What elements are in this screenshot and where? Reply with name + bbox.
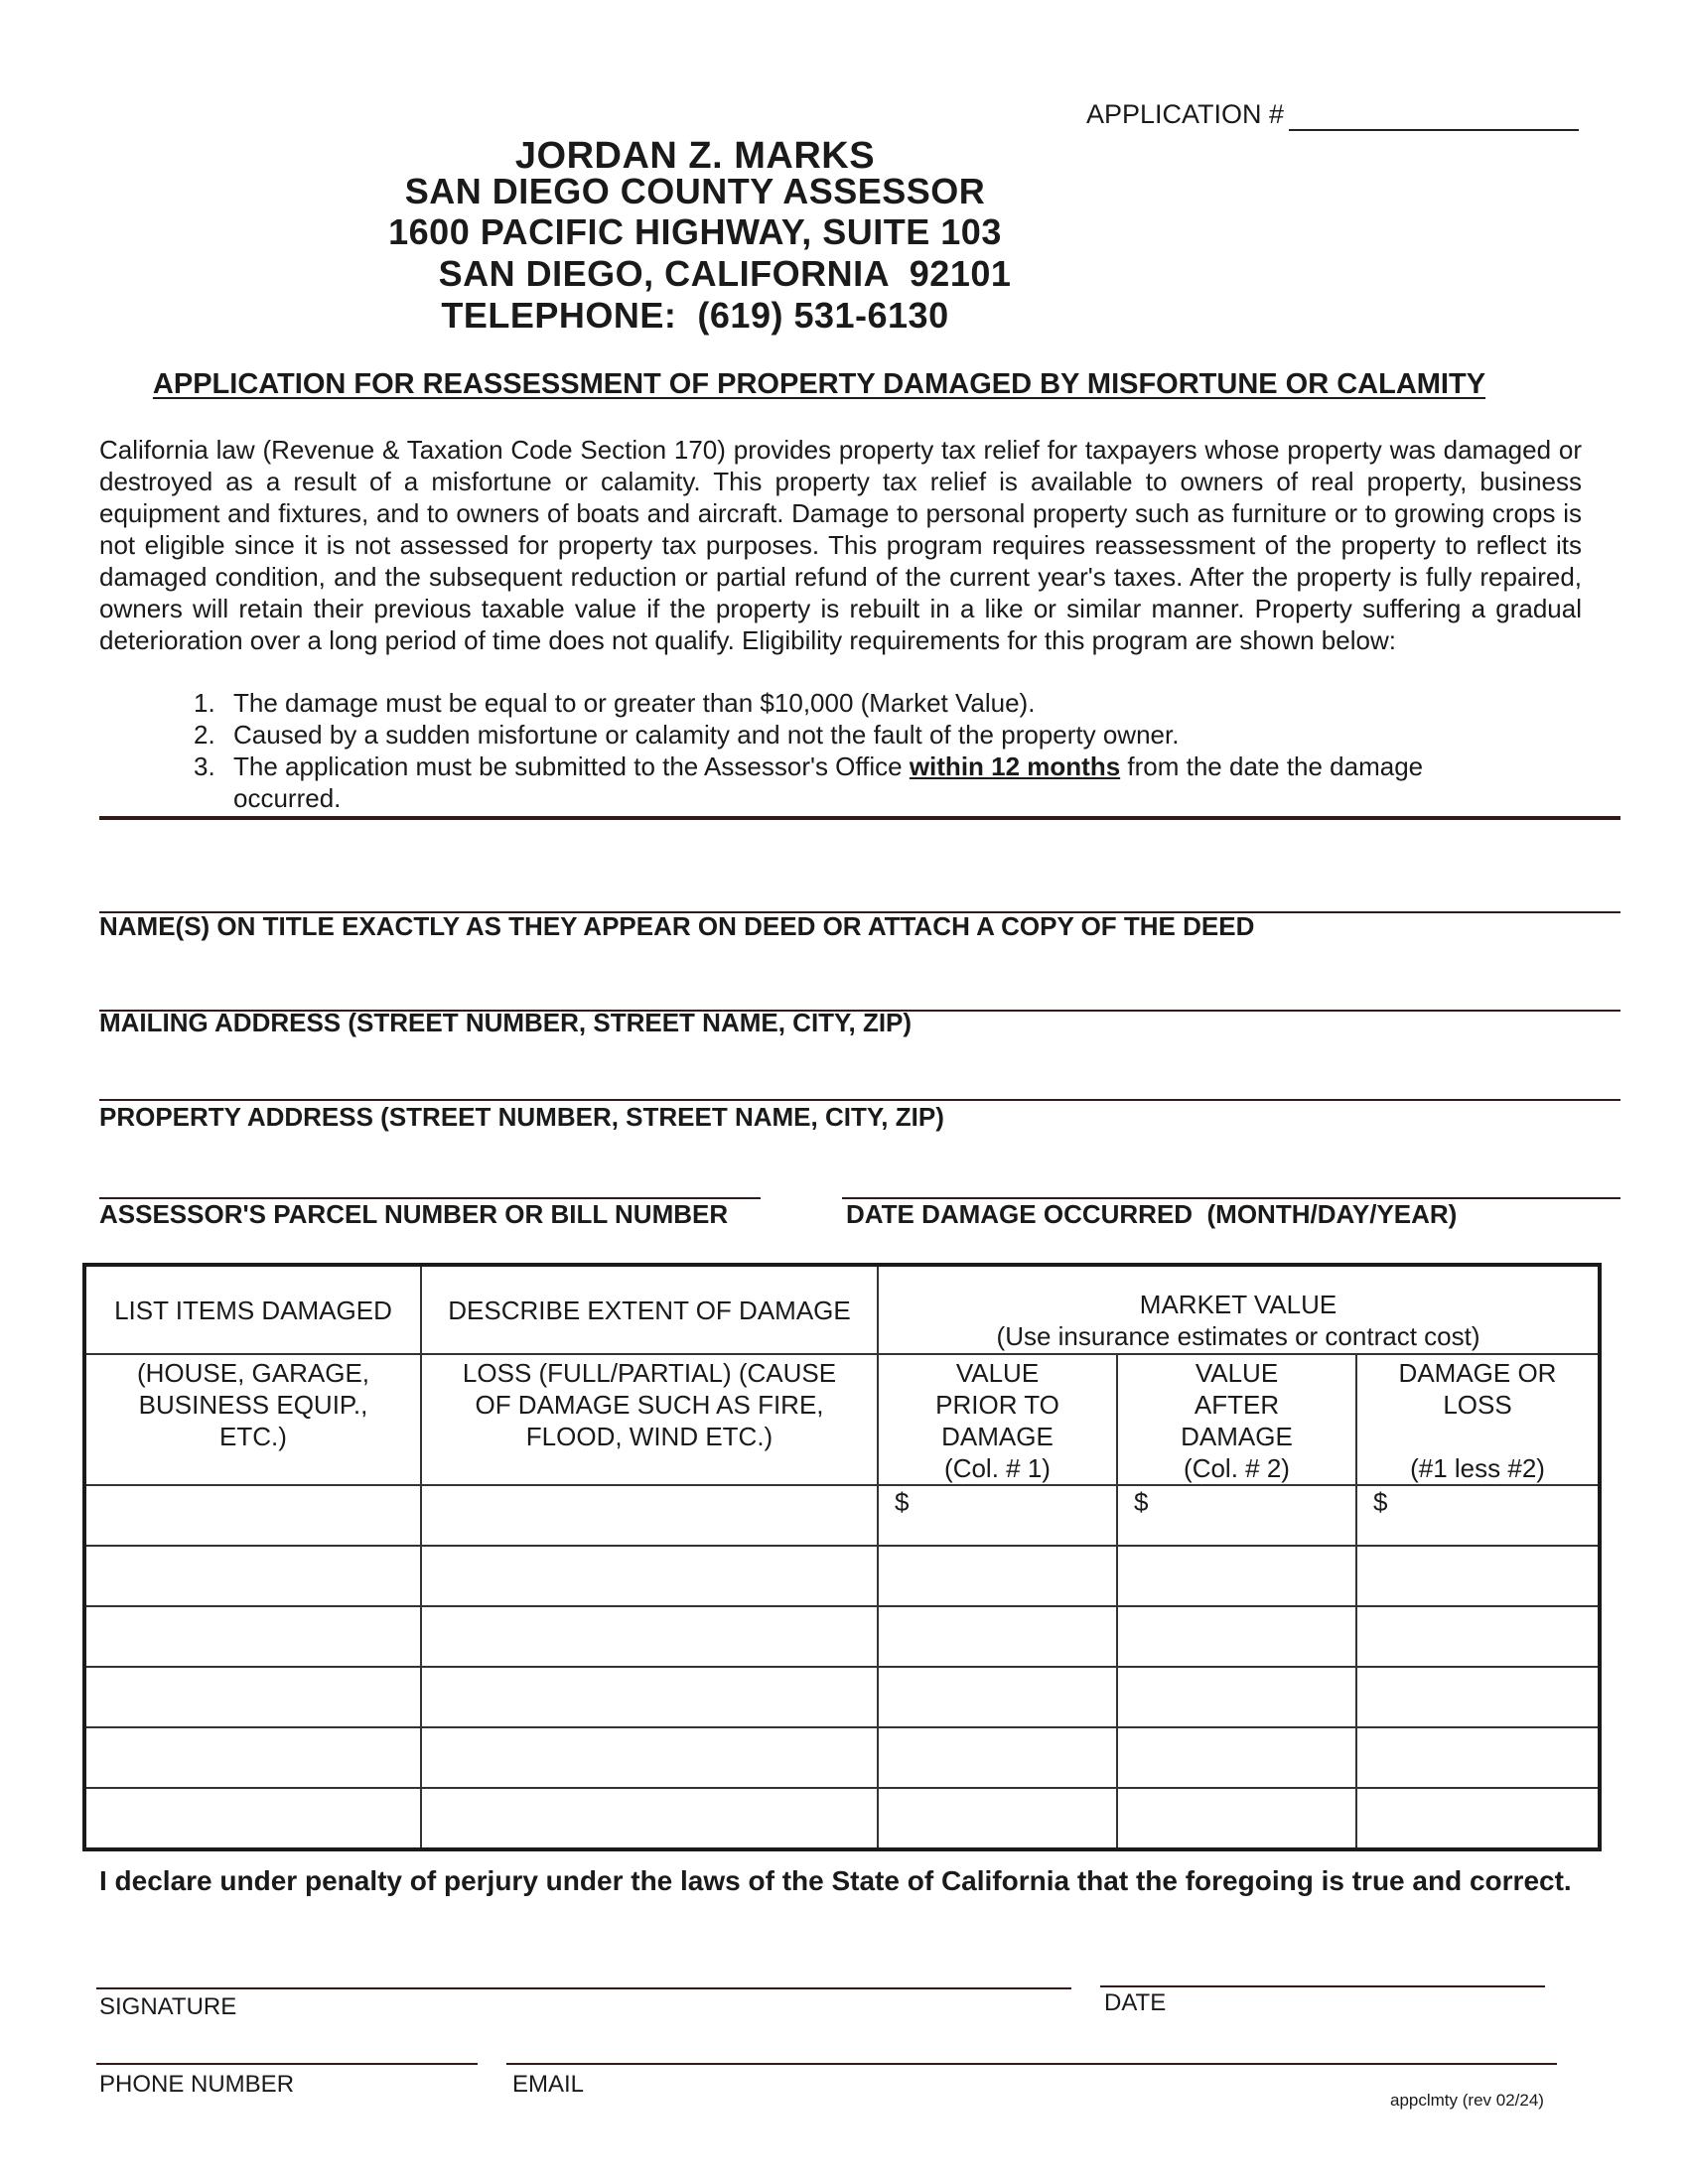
assessor-name: JORDAN Z. MARKS bbox=[514, 135, 876, 177]
col-header-items: LIST ITEMS DAMAGED bbox=[84, 1265, 421, 1354]
email-field[interactable] bbox=[506, 2063, 1557, 2065]
application-number-field[interactable] bbox=[1289, 129, 1579, 131]
date-damage-label: DATE DAMAGE OCCURRED (MONTH/DAY/YEAR) bbox=[846, 1199, 1458, 1229]
table-cell[interactable] bbox=[1117, 1485, 1356, 1546]
col-sub-value-after: VALUE AFTER DAMAGE (Col. # 2) bbox=[1117, 1354, 1356, 1485]
table-cell[interactable] bbox=[878, 1788, 1117, 1849]
table-cell[interactable] bbox=[84, 1727, 421, 1788]
form-title: APPLICATION FOR REASSESSMENT OF PROPERTY DAMAGED BY MISFORTUNE OR CALAMITY bbox=[152, 368, 1486, 400]
table-cell[interactable] bbox=[421, 1727, 878, 1788]
property-address-label: PROPERTY ADDRESS (STREET NUMBER, STREET NAME, CITY, ZIP) bbox=[99, 1102, 944, 1132]
table-cell[interactable] bbox=[421, 1606, 878, 1667]
table-row bbox=[84, 1546, 1600, 1606]
office-city: SAN DIEGO, CALIFORNIA 92101 bbox=[438, 253, 1012, 294]
table-cell[interactable] bbox=[1356, 1546, 1600, 1606]
table-cell[interactable] bbox=[878, 1606, 1117, 1667]
table-cell[interactable] bbox=[1117, 1667, 1356, 1727]
table-cell[interactable] bbox=[421, 1667, 878, 1727]
table-header-row bbox=[84, 1265, 1600, 1354]
table-cell[interactable] bbox=[84, 1606, 421, 1667]
table-cell[interactable] bbox=[421, 1546, 878, 1606]
property-address-field[interactable] bbox=[99, 1099, 1620, 1101]
table-cell[interactable] bbox=[1117, 1788, 1356, 1849]
col-sub-value-prior: VALUE PRIOR TO DAMAGE (Col. # 1) bbox=[878, 1354, 1117, 1485]
table-cell[interactable] bbox=[84, 1546, 421, 1606]
email-label: EMAIL bbox=[512, 2071, 585, 2098]
date-label: DATE bbox=[1104, 1989, 1167, 2016]
table-cell[interactable] bbox=[878, 1667, 1117, 1727]
table-cell[interactable] bbox=[84, 1788, 421, 1849]
form-revision-code: appclmty (rev 02/24) bbox=[1390, 2091, 1544, 2110]
declaration: I declare under penalty of perjury under the laws of the State of California that the foregoing is true and correct. bbox=[99, 1865, 1572, 1896]
table-cell[interactable] bbox=[421, 1485, 878, 1546]
table-cell[interactable] bbox=[1356, 1727, 1600, 1788]
table-row bbox=[84, 1727, 1600, 1788]
table-row bbox=[84, 1788, 1600, 1849]
currency-symbol: $ bbox=[895, 1487, 910, 1517]
currency-symbol: $ bbox=[1134, 1487, 1149, 1517]
phone-number-field[interactable] bbox=[96, 2063, 478, 2065]
office-street: 1600 PACIFIC HIGHWAY, SUITE 103 bbox=[388, 211, 1002, 252]
damage-table bbox=[82, 1263, 1602, 1851]
office-phone: TELEPHONE: (619) 531-6130 bbox=[441, 295, 949, 336]
application-number-label: APPLICATION # bbox=[1086, 99, 1285, 129]
table-cell[interactable] bbox=[1356, 1667, 1600, 1727]
requirement-item: 1. The damage must be equal to or greater than $10,000 (Market Value). bbox=[194, 688, 1036, 718]
col-sub-damage-loss: DAMAGE OR LOSS (#1 less #2) bbox=[1356, 1354, 1600, 1485]
table-cell[interactable] bbox=[1356, 1606, 1600, 1667]
table-cell[interactable] bbox=[1117, 1606, 1356, 1667]
phone-number-label: PHONE NUMBER bbox=[99, 2071, 295, 2098]
table-cell[interactable] bbox=[878, 1546, 1117, 1606]
names-on-title-label: NAME(S) ON TITLE EXACTLY AS THEY APPEAR ON DEED OR ATTACH A COPY OF THE DEED bbox=[99, 911, 1255, 941]
deadline-emphasis: within 12 months bbox=[909, 751, 1121, 781]
col-header-market-value: MARKET VALUE (Use insurance estimates or contract cost) bbox=[878, 1265, 1600, 1354]
date-field[interactable] bbox=[1100, 1985, 1545, 1987]
table-cell[interactable] bbox=[84, 1485, 421, 1546]
table-row bbox=[84, 1606, 1600, 1667]
mailing-address-label: MAILING ADDRESS (STREET NUMBER, STREET NAME, CITY, ZIP) bbox=[99, 1008, 913, 1037]
table-cell[interactable] bbox=[878, 1485, 1117, 1546]
assessor-office: SAN DIEGO COUNTY ASSESSOR bbox=[404, 171, 986, 211]
col-sub-items: (HOUSE, GARAGE, BUSINESS EQUIP., ETC.) bbox=[84, 1354, 421, 1485]
table-cell[interactable] bbox=[1117, 1546, 1356, 1606]
section-divider bbox=[99, 816, 1620, 820]
table-cell[interactable] bbox=[421, 1788, 878, 1849]
col-sub-extent: LOSS (FULL/PARTIAL) (CAUSE OF DAMAGE SUCH AS FIRE, FLOOD, WIND ETC.) bbox=[421, 1354, 878, 1485]
market-value-note: (Use insurance estimates or contract cost) bbox=[996, 1321, 1480, 1351]
currency-symbol: $ bbox=[1373, 1487, 1388, 1517]
requirements-list bbox=[194, 687, 1475, 814]
parcel-number-label: ASSESSOR'S PARCEL NUMBER OR BILL NUMBER bbox=[99, 1199, 729, 1229]
table-cell[interactable] bbox=[1356, 1485, 1600, 1546]
table-row bbox=[84, 1485, 1600, 1546]
signature-label: SIGNATURE bbox=[99, 1993, 237, 2020]
table-cell[interactable] bbox=[878, 1727, 1117, 1788]
table-cell[interactable] bbox=[84, 1667, 421, 1727]
table-cell[interactable] bbox=[1117, 1727, 1356, 1788]
table-subheader-row bbox=[84, 1354, 1600, 1485]
col-header-extent: DESCRIBE EXTENT OF DAMAGE bbox=[421, 1265, 878, 1354]
intro-paragraph: California law (Revenue & Taxation Code Section 170) provides property tax relief for taxpayers whose property was damaged or destroyed as a result of a misfortune or calamity. This property tax relief is available to owners of real property, business equipment and fixtures, and to owners of boats and aircraft. Damage to personal property such as furniture or to growing crops is not eligible since it is not assessed for property tax purposes. This program requires reassessment of the property to reflect its damaged condition, and the subsequent reduction or partial refund of the current year's taxes. After the property is fully repaired, owners will retain their previous taxable value if the property is rebuilt in a like or similar manner. Property suffering a gradual deterioration over a long period of time does not qualify. Eligibility requirements for this program are shown below: bbox=[99, 435, 1582, 655]
requirement-item: 2. Caused by a sudden misfortune or calamity and not the fault of the property owner. bbox=[194, 720, 1180, 750]
table-cell[interactable] bbox=[1356, 1788, 1600, 1849]
signature-field[interactable] bbox=[96, 1987, 1071, 1989]
requirement-item: 3. The application must be submitted to the Assessor's Office within 12 months from the date the damage occurred. bbox=[194, 751, 1424, 813]
table-row bbox=[84, 1667, 1600, 1727]
